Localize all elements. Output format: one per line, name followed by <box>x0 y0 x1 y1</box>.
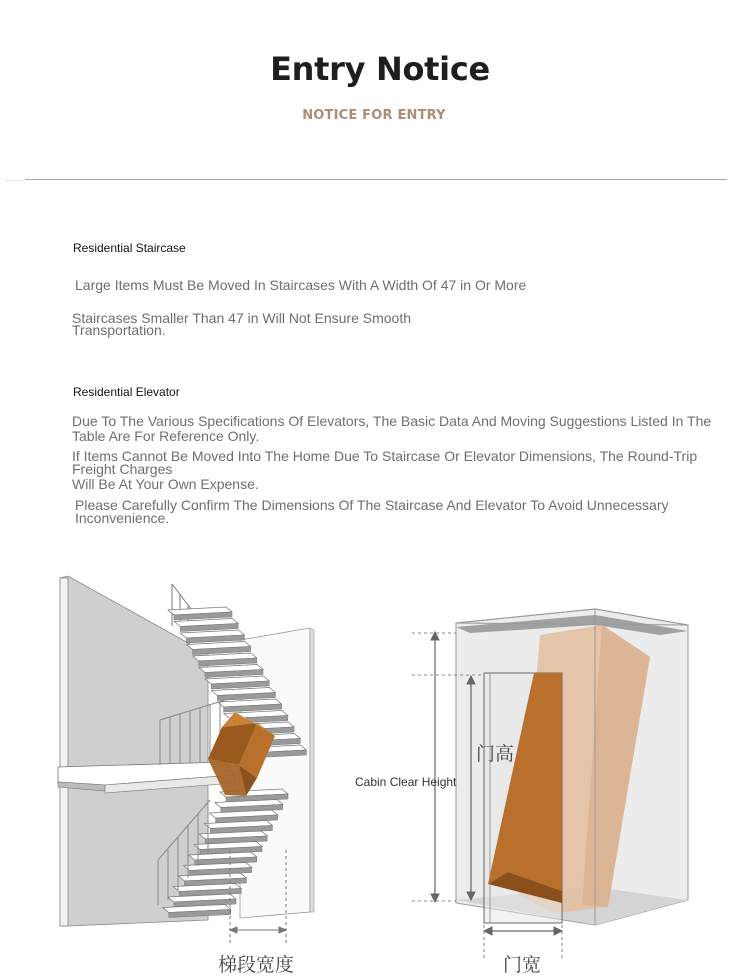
staircase-illustration <box>50 560 330 960</box>
cabin-height-dimension <box>412 632 456 902</box>
page-title: Entry Notice <box>270 50 490 88</box>
staircase-line-1: Large Items Must Be Moved In Staircases With A Width Of 47 in Or More <box>75 277 527 293</box>
page-subtitle: NOTICE FOR ENTRY <box>302 108 446 123</box>
elevator-line-3: If Items Cannot Be Moved Into The Home Due To Staircase Or Elevator Dimensions, The Round-Trip Freight Charges <box>72 448 698 477</box>
elevator-line-5: Please Carefully Confirm The Dimensions Of The Staircase And Elevator To Avoid Unnecessary Inconvenience. <box>75 497 669 526</box>
stair-right-wall-edge <box>310 628 314 912</box>
staircase-line-2: Staircases Smaller Than 47 in Will Not Ensure Smooth <box>72 310 411 326</box>
elevator-line-2: Table Are For Reference Only. <box>72 428 260 444</box>
divider-shadow <box>5 180 25 181</box>
elevator-line-1: Due To The Various Specifications Of Elevators, The Basic Data And Moving Suggestions Listed In The <box>72 413 712 429</box>
door-width-label: 门宽 <box>503 954 542 976</box>
cabin-height-label: Cabin Clear Height <box>355 775 457 789</box>
staircase-line-3: Transportation. <box>72 322 166 338</box>
staircase-heading: Residential Staircase <box>73 241 186 255</box>
stair-width-label: 梯段宽度 <box>218 954 295 976</box>
elevator-heading: Residential Elevator <box>73 385 180 399</box>
elevator-line-4: Will Be At Your Own Expense. <box>72 476 259 492</box>
section-divider <box>25 179 727 180</box>
door-height-label: 门高 <box>476 743 515 765</box>
stair-wall-edge <box>60 578 68 926</box>
